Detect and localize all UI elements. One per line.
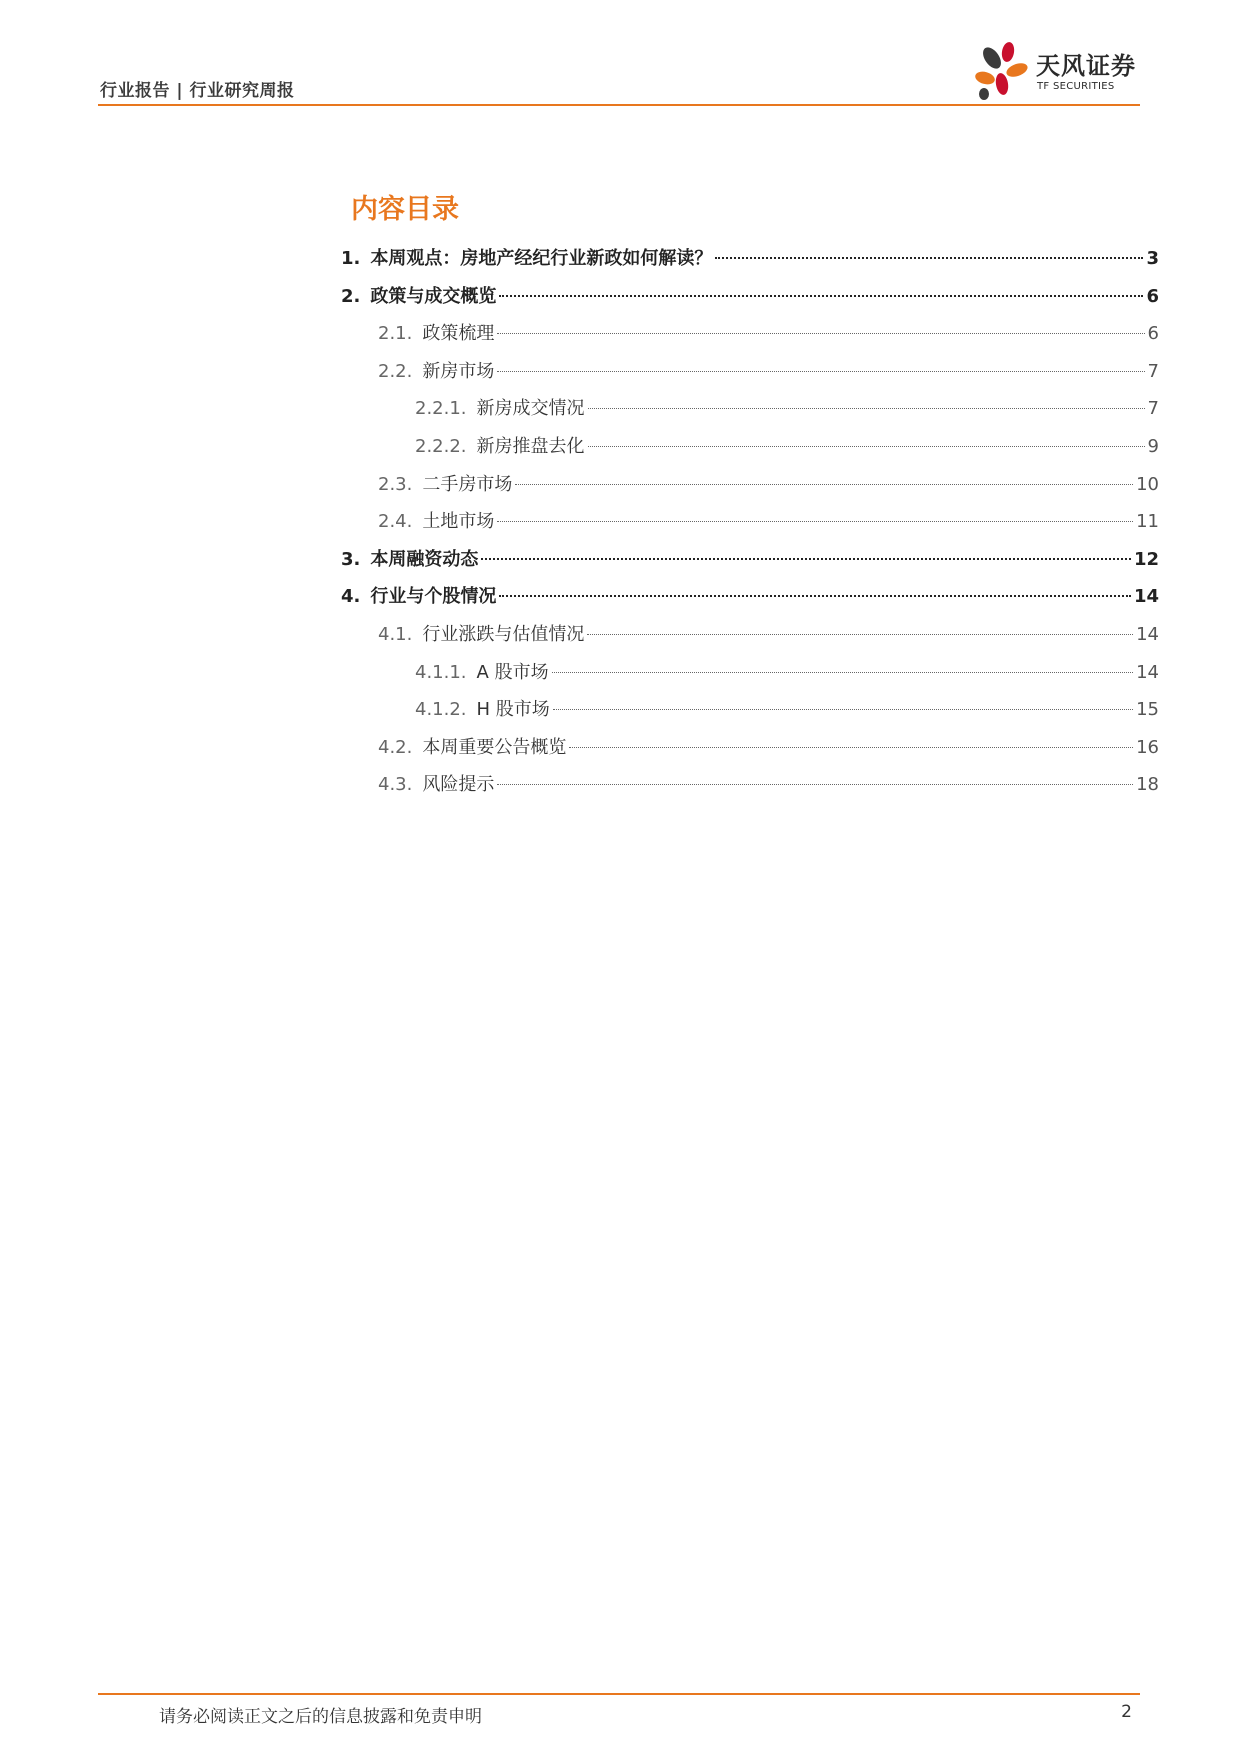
toc-entry-text: 新房市场 bbox=[422, 360, 495, 382]
tf-securities-logo bbox=[970, 40, 1140, 102]
toc-entry-page: 14 bbox=[1136, 623, 1159, 645]
toc-entry-number: 4.1. bbox=[378, 623, 413, 645]
toc-entry-number: 2.1. bbox=[378, 323, 413, 345]
toc-entry-page: 6 bbox=[1146, 285, 1159, 307]
toc-leader-dots bbox=[497, 370, 1144, 372]
toc-leader-dots bbox=[552, 671, 1134, 673]
toc-entry-text: 新房成交情况 bbox=[476, 398, 585, 420]
toc-leader-dots bbox=[515, 483, 1133, 485]
toc-entry-number: 2.2. bbox=[378, 360, 413, 382]
logo-english-name: TF SECURITIES bbox=[1037, 81, 1115, 92]
toc-entry-text: 行业与个股情况 bbox=[370, 586, 497, 608]
toc-entry[interactable] bbox=[341, 616, 1159, 654]
toc-entry-number: 1. bbox=[341, 248, 361, 269]
logo-chinese-name: 天风证券 bbox=[1036, 52, 1136, 80]
toc-entry[interactable] bbox=[341, 503, 1159, 541]
toc-leader-dots bbox=[497, 332, 1144, 334]
footer-divider bbox=[98, 1693, 1140, 1695]
toc-entry[interactable] bbox=[341, 278, 1159, 316]
toc-entry-text: 行业涨跌与估值情况 bbox=[422, 623, 585, 645]
toc-entry-page: 10 bbox=[1136, 473, 1159, 495]
toc-entry-page: 7 bbox=[1147, 398, 1159, 420]
toc-leader-dots bbox=[497, 520, 1133, 522]
toc-entry-number: 2. bbox=[341, 285, 361, 307]
toc-entry[interactable] bbox=[341, 654, 1159, 692]
toc-entry-page: 9 bbox=[1147, 435, 1159, 457]
report-type-label: 行业报告 | 行业研究周报 bbox=[100, 81, 295, 101]
toc-entry-page: 11 bbox=[1136, 511, 1159, 533]
page-header bbox=[98, 52, 1140, 106]
toc-title: 内容目录 bbox=[351, 194, 459, 225]
toc-entry[interactable] bbox=[341, 578, 1159, 616]
toc-entry[interactable] bbox=[341, 240, 1159, 278]
toc-entry[interactable] bbox=[341, 315, 1159, 353]
toc-entry-number: 2.2.2. bbox=[415, 435, 467, 457]
page-number: 2 bbox=[1121, 1702, 1132, 1722]
toc-entry-number: 4.3. bbox=[378, 774, 413, 796]
toc-leader-dots bbox=[569, 746, 1133, 748]
toc-entry-text: A 股市场 bbox=[476, 661, 549, 683]
toc-entry[interactable] bbox=[341, 766, 1159, 804]
toc-entry-text: 风险提示 bbox=[422, 774, 495, 796]
toc-entry-page: 7 bbox=[1147, 360, 1159, 382]
toc-leader-dots bbox=[481, 557, 1131, 560]
toc-leader-dots bbox=[553, 708, 1133, 710]
toc-entry[interactable] bbox=[341, 353, 1159, 391]
toc-entry[interactable] bbox=[341, 729, 1159, 767]
toc-entry-text: 二手房市场 bbox=[422, 473, 513, 495]
toc-entry-page: 12 bbox=[1133, 548, 1159, 570]
toc-entry-number: 2.3. bbox=[378, 473, 413, 495]
toc-entry-number: 4.2. bbox=[378, 736, 413, 758]
toc-entry-number: 2.4. bbox=[378, 511, 413, 533]
toc-entry[interactable] bbox=[341, 466, 1159, 504]
toc-entry-number: 3. bbox=[341, 548, 361, 570]
toc-leader-dots bbox=[497, 783, 1133, 785]
toc-entry-number: 4. bbox=[341, 586, 361, 608]
toc-entry-text: 本周重要公告概览 bbox=[422, 736, 567, 758]
toc-entry-text: 土地市场 bbox=[422, 511, 495, 533]
toc-entry-page: 18 bbox=[1136, 774, 1159, 796]
table-of-contents bbox=[341, 190, 1159, 804]
toc-entry[interactable] bbox=[341, 428, 1159, 466]
toc-leader-dots bbox=[499, 294, 1143, 297]
toc-entry-page: 14 bbox=[1133, 586, 1159, 608]
toc-entry-text: H 股市场 bbox=[476, 699, 550, 721]
toc-entry-page: 6 bbox=[1147, 323, 1159, 345]
toc-leader-dots bbox=[715, 256, 1143, 259]
toc-entry-page: 16 bbox=[1136, 736, 1159, 758]
toc-entry-text: 本周融资动态 bbox=[370, 548, 479, 570]
toc-entry-text: 本周观点：房地产经纪行业新政如何解读？ bbox=[370, 248, 713, 269]
toc-entry-text: 新房推盘去化 bbox=[476, 435, 585, 457]
toc-entry-text: 政策与成交概览 bbox=[370, 285, 497, 307]
toc-entry[interactable] bbox=[341, 390, 1159, 428]
toc-entry-number: 2.2.1. bbox=[415, 398, 467, 420]
toc-leader-dots bbox=[588, 445, 1145, 447]
toc-entry[interactable] bbox=[341, 541, 1159, 579]
toc-entry-number: 4.1.1. bbox=[415, 661, 467, 683]
toc-leader-dots bbox=[588, 407, 1145, 409]
toc-leader-dots bbox=[587, 633, 1133, 635]
toc-entry[interactable] bbox=[341, 691, 1159, 729]
toc-entry-number: 4.1.2. bbox=[415, 699, 467, 721]
petal-logo-icon bbox=[970, 40, 1032, 102]
toc-entry-page: 14 bbox=[1136, 661, 1159, 683]
toc-leader-dots bbox=[499, 594, 1131, 597]
toc-entry-page: 15 bbox=[1136, 699, 1159, 721]
header-divider bbox=[98, 104, 1140, 106]
footer-disclaimer: 请务必阅读正文之后的信息披露和免责申明 bbox=[159, 1707, 482, 1727]
toc-entry-text: 政策梳理 bbox=[422, 323, 495, 345]
toc-entry-page: 3 bbox=[1146, 248, 1159, 269]
